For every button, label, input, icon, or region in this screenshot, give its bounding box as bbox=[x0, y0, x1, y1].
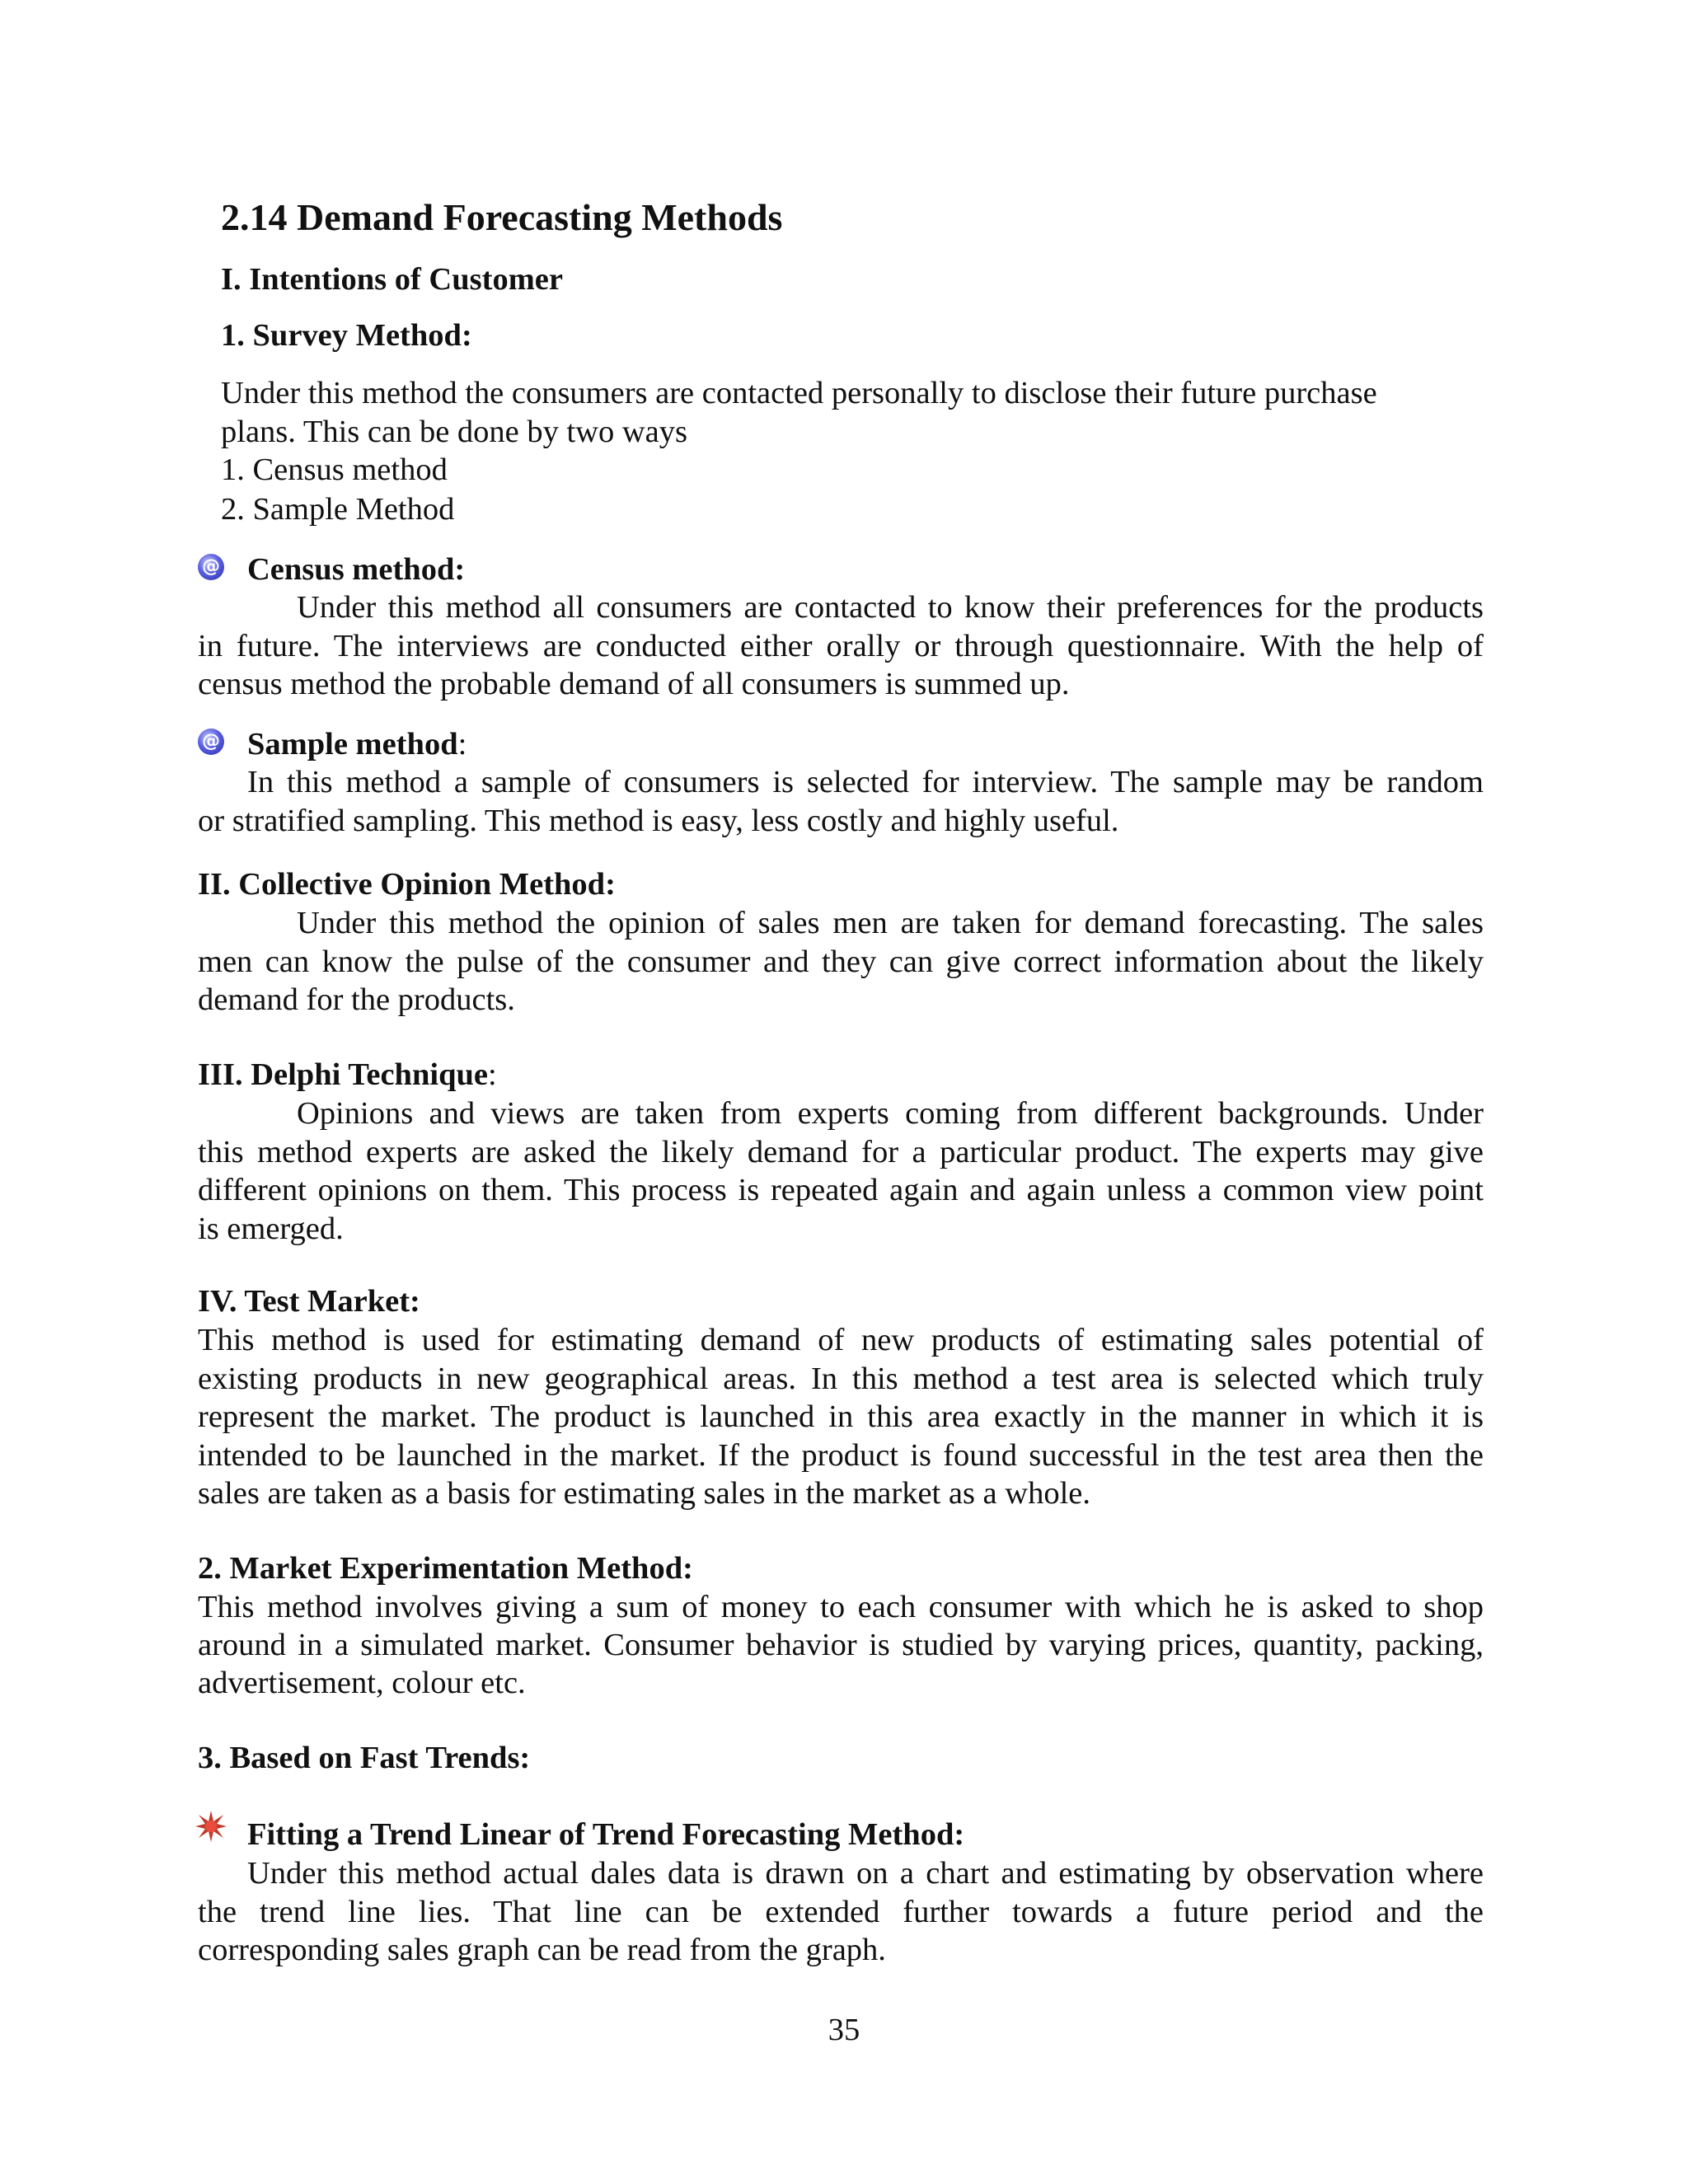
section-heading-market-experimentation: 2. Market Experimentation Method: bbox=[198, 1551, 693, 1586]
section-heading-fast-trends: 3. Based on Fast Trends: bbox=[198, 1741, 531, 1775]
paragraph-market-exp-line-3: advertisement, colour etc. bbox=[198, 1666, 526, 1700]
paragraph-test-market-line-3: represent the market. The product is launched in this area exactly in the manner in which it is bbox=[198, 1399, 1484, 1434]
paragraph-census-line-1: Under this method all consumers are contacted to know their preferences for the products bbox=[297, 590, 1484, 625]
paragraph-delphi-line-2: this method experts are asked the likely demand for a particular product. The experts may give bbox=[198, 1135, 1484, 1169]
page-title: 2.14 Demand Forecasting Methods bbox=[221, 196, 783, 238]
section-heading-intentions: I. Intentions of Customer bbox=[221, 262, 563, 297]
paragraph-test-market-line-4: intended to be launched in the market. If the product is found successful in the test area then the bbox=[198, 1438, 1484, 1473]
delphi-colon: : bbox=[488, 1057, 497, 1092]
paragraph-delphi-line-1: Opinions and views are taken from experts coming from different backgrounds. Under bbox=[297, 1096, 1484, 1131]
paragraph-delphi-line-3: different opinions on them. This process is repeated again and again unless a common view point bbox=[198, 1173, 1484, 1207]
paragraph-delphi-line-4: is emerged. bbox=[198, 1212, 344, 1246]
section-heading-collective-opinion: II. Collective Opinion Method: bbox=[198, 867, 616, 902]
subheading-census-method: Census method: bbox=[247, 552, 466, 587]
subheading-sample-method bbox=[247, 725, 467, 764]
paragraph-sample-line-1: In this method a sample of consumers is selected for interview. The sample may be random bbox=[247, 765, 1484, 799]
paragraph-test-market-line-5: sales are taken as a basis for estimating sales in the market as a whole. bbox=[198, 1476, 1090, 1511]
starburst-bullet-icon bbox=[195, 1810, 227, 1843]
paragraph-census-line-2: in future. The interviews are conducted either orally or through questionnaire. With the help of bbox=[198, 629, 1484, 663]
paragraph-collective-line-2: men can know the pulse of the consumer and they can give correct information about the likely bbox=[198, 944, 1484, 979]
sample-method-colon: : bbox=[457, 727, 467, 762]
subheading-fitting-trend: Fitting a Trend Linear of Trend Forecasting Method: bbox=[247, 1817, 965, 1852]
swirl-bullet-icon: @ bbox=[198, 729, 224, 755]
paragraph-fitting-line-3: corresponding sales graph can be read from the graph. bbox=[198, 1933, 886, 1967]
delphi-title: III. Delphi Technique bbox=[198, 1057, 488, 1092]
swirl-bullet-icon: @ bbox=[198, 554, 224, 580]
paragraph-collective-line-3: demand for the products. bbox=[198, 982, 515, 1017]
paragraph-collective-line-1: Under this method the opinion of sales men are taken for demand forecasting. The sales bbox=[297, 906, 1484, 940]
list-item-census: 1. Census method bbox=[221, 452, 448, 487]
section-heading-delphi bbox=[198, 1056, 497, 1094]
paragraph-test-market-line-2: existing products in new geographical areas. In this method a test area is selected which truly bbox=[198, 1361, 1484, 1396]
list-item-sample: 2. Sample Method bbox=[221, 492, 455, 527]
paragraph-fitting-line-2: the trend line lies. That line can be extended further towards a future period and the bbox=[198, 1895, 1484, 1929]
sample-method-title: Sample method bbox=[247, 727, 458, 762]
paragraph-fitting-line-1: Under this method actual dales data is drawn on a chart and estimating by observation where bbox=[247, 1856, 1484, 1891]
page-number: 35 bbox=[828, 2013, 860, 2047]
paragraph-test-market-line-1: This method is used for estimating demand of new products of estimating sales potential of bbox=[198, 1323, 1484, 1357]
section-heading-test-market: IV. Test Market: bbox=[198, 1284, 420, 1319]
paragraph-sample-line-2: or stratified sampling. This method is easy, less costly and highly useful. bbox=[198, 804, 1119, 838]
paragraph-survey-line-2: plans. This can be done by two ways bbox=[221, 415, 687, 449]
paragraph-survey-line-1: Under this method the consumers are contacted personally to disclose their future purchase bbox=[221, 376, 1377, 410]
subheading-survey-method: 1. Survey Method: bbox=[221, 318, 472, 353]
paragraph-census-line-3: census method the probable demand of all consumers is summed up. bbox=[198, 667, 1070, 701]
paragraph-market-exp-line-2: around in a simulated market. Consumer behavior is studied by varying prices, quantity, packing, bbox=[198, 1628, 1484, 1662]
paragraph-market-exp-line-1: This method involves giving a sum of money to each consumer with which he is asked to shop bbox=[198, 1590, 1484, 1624]
